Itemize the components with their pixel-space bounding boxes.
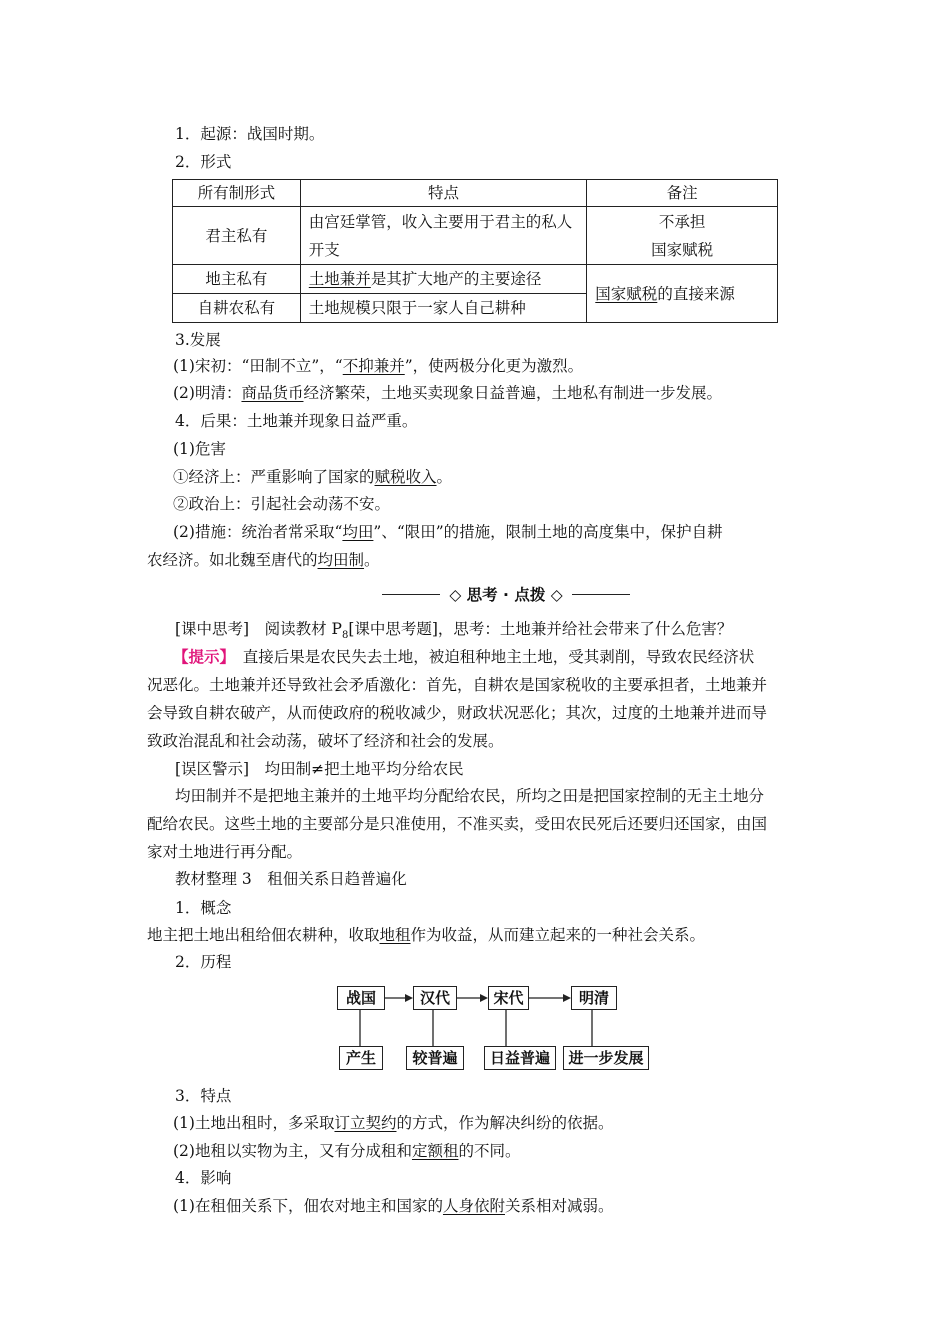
hint-line-2: 况恶化。土地兼并还导致社会矛盾激化：首先，自耕农是国家税收的主要承担者，土地兼并 [147,676,768,694]
feature-heading: 3．特点 [175,1087,232,1105]
text-run: 关系相对减弱。 [504,1197,614,1215]
text-run: (2)明清： [173,384,242,402]
row-note [587,207,778,265]
arrow-head-icon [405,994,413,1002]
note-line: 不承担 [658,212,706,231]
think-section-bar [382,584,630,606]
note-line: 国家赋税 [651,240,714,259]
underlined-term: 订立契约 [334,1114,397,1132]
text-run: (1)在租佃关系下，佃农对地主和国家的 [173,1197,443,1215]
underlined-term: 人身依附 [442,1197,505,1215]
misconception-line-2: 配给农民。这些土地的主要部分是只准使用，不准买卖，受田农民死后还要归还国家，由国 [147,815,768,833]
result-heading: 4．后果：土地兼并现象日益严重。 [175,412,418,430]
row-type: 自耕农私有 [173,294,301,323]
flow-node-stage: 日益普遍 [484,1046,556,1070]
think-question [175,619,732,646]
bar-rule-right [572,594,630,595]
text-run: 直接后果是农民失去土地，被迫租种地主土地，受其剥削，导致农民经济状 [227,648,755,666]
feature-line-1 [173,1113,614,1133]
misconception-line-1: 均田制并不是把地主兼并的土地平均分配给农民，所均之田是把国家控制的无主土地分 [175,787,765,805]
row-note-text: 的直接来源 [657,284,735,303]
row-feature [300,265,587,294]
misconception-line-3: 家对土地进行再分配。 [147,843,303,861]
concept-heading: 1．概念 [175,899,232,917]
text-run: (1)土地出租时，多采取 [173,1114,335,1132]
measure-line-2 [147,550,380,570]
arrow-head-icon [480,994,488,1002]
page-subscript: 8 [341,630,349,642]
flow-node-stage: 进一步发展 [563,1046,649,1070]
row-note-merged [587,265,778,323]
text-run: [课中思考] 阅读教材 P [175,620,342,638]
text-run: 的不同。 [458,1142,521,1160]
measure-line-1 [173,522,723,542]
row-type: 地主私有 [173,265,301,294]
flow-node-period: 战国 [337,986,385,1010]
underlined-term: 不抑兼并 [342,357,405,375]
text-run: (2)地租以实物为主，又有分成租和 [173,1142,412,1160]
section-3-title: 教材整理 3 租佃关系日趋普遍化 [175,870,407,888]
underlined-term: 赋税收入 [374,468,437,486]
table-row [173,265,778,294]
arrow-head-icon [563,994,571,1002]
process-heading: 2．历程 [175,953,232,971]
underlined-term: 均田 [342,523,374,541]
flow-node-stage: 产生 [339,1046,383,1070]
harm-line-1 [173,467,452,487]
row-feature-text: 是其扩大地产的主要途径 [370,270,542,288]
text-run: [课中思考题]，思考：土地兼并给社会带来了什么危害？ [348,620,733,638]
underlined-term: 定额租 [411,1142,459,1160]
text-run: 地主把土地出租给佃农耕种，收取 [147,926,380,944]
row-feature: 由宫廷掌管，收入主要用于君主的私人开支 [300,207,587,265]
header-cell: 特点 [300,180,587,207]
header-cell: 备注 [587,180,778,207]
harm-line-2: ②政治上：引起社会动荡不安。 [173,495,391,513]
row-feature: 土地规模只限于一家人自己耕种 [300,294,587,323]
harm-heading: (1)危害 [173,440,226,458]
hint-line-4: 致政治混乱和社会动荡，破坏了经济和社会的发展。 [147,732,504,750]
development-line-2 [173,383,722,403]
development-heading: 3.发展 [175,331,221,349]
think-bar-title: ◇ 思考 · 点拨 ◇ [449,586,563,604]
text-run: 。 [436,468,453,486]
form-heading: 2．形式 [175,153,232,171]
table-row [173,207,778,265]
bar-rule-left [382,594,440,595]
row-type: 君主私有 [173,207,301,265]
underlined-term: 国家赋税 [595,284,658,303]
text-run: 作为收益，从而建立起来的一种社会关系。 [410,926,706,944]
flow-node-period: 宋代 [488,986,529,1010]
impact-heading: 4．影响 [175,1169,232,1187]
feature-line-2 [173,1141,521,1161]
misconception-heading: [误区警示] 均田制≠把土地平均分给农民 [175,760,464,778]
ownership-table [172,179,778,323]
underlined-term: 均田制 [317,551,365,569]
text-run: (1)宋初：“田制不立”，“ [173,357,343,375]
concept-line [147,925,705,945]
text-run: ”、“限田”的措施，限制土地的高度集中，保护自耕 [373,523,723,541]
hint-label: 【提示】 [173,647,228,666]
text-run: ①经济上：严重影响了国家的 [173,468,375,486]
underlined-term: 地租 [379,926,411,944]
text-run: (2)措施：统治者常采取“ [173,523,343,541]
flow-node-stage: 较普遍 [406,1046,464,1070]
flow-node-period: 汉代 [413,986,457,1010]
table-header-row [173,180,778,207]
underlined-term: 土地兼并 [308,270,371,288]
origin-line: 1．起源：战国时期。 [175,125,325,143]
header-cell: 所有制形式 [173,180,301,207]
flow-node-period: 明清 [571,986,617,1010]
development-line-1 [173,356,583,376]
text-run: ”，使两极分化更为激烈。 [404,357,584,375]
impact-line-1 [173,1196,614,1216]
underlined-term: 商品货币 [241,384,304,402]
text-run: 农经济。如北魏至唐代的 [147,551,318,569]
text-run: 的方式，作为解决纠纷的依据。 [396,1114,614,1132]
hint-line-3: 会导致自耕农破产，从而使政府的税收减少，财政状况恶化；其次，过度的土地兼并进而导 [147,704,768,722]
text-run: 。 [364,551,380,569]
text-run: 经济繁荣，土地买卖现象日益普遍，土地私有制进一步发展。 [303,384,722,402]
hint-line-1 [173,647,754,667]
